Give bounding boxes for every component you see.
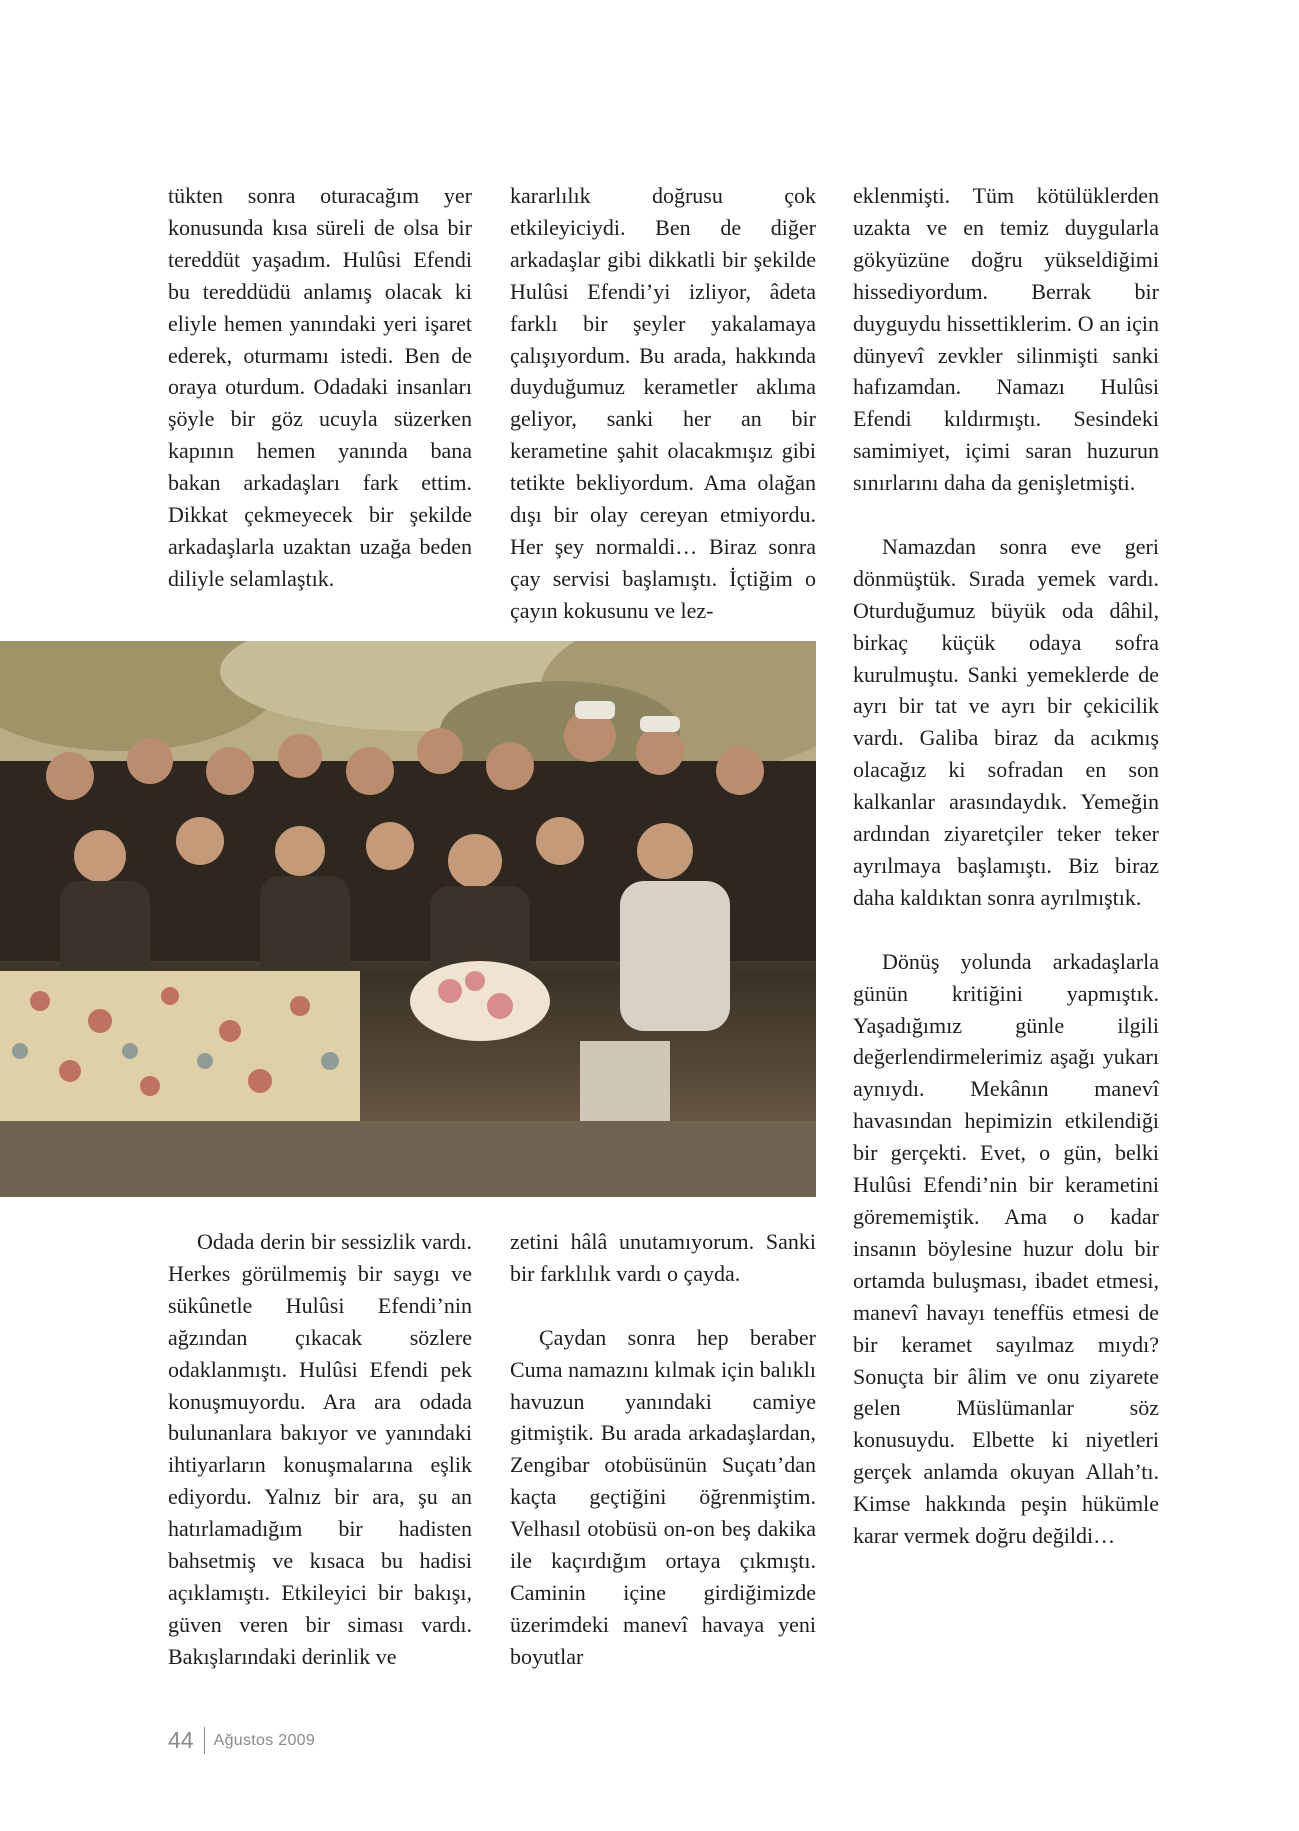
paragraph: Odada derin bir sessizlik vardı. Herkes görülmemiş bir saygı ve sükûnetle Hulûsi Efendi’nin ağzından çıkacak sözlere odaklanmıştı. Hulûsi Efendi pek konuşmuyordu. Ara ara odada bulunanlara bakıyor ve yanındaki ihtiyarların konuşmalarına eşlik ediyordu. Yalnız bir ara, şu an hatırlamadığım bir hadisten bahsetmiş ve kısaca bu hadisi açıklamıştı. Etkileyici bir bakışı, güven veren bir siması vardı. Bakışlarındaki derinlik ve [168, 1229, 472, 1669]
column-1-bottom [168, 1226, 472, 1673]
group-photo [0, 641, 816, 1197]
paragraph: zetini hâlâ unutamıyorum. Sanki bir farklılık vardı o çayda. [510, 1229, 816, 1286]
paragraph: Namazdan sonra eve geri dönmüştük. Sırada yemek vardı. Oturduğumuz büyük oda dâhil, birkaç küçük odaya sofra kurulmuştu. Sanki yemeklerde de ayrı bir tat ve ayrı bir çekicilik vardı. Galiba biraz da acıkmış olacağız ki sofradan en son kalkanlar arasındaydık. Yemeğin ardından ziyaretçiler teker teker ayrılmaya başlamıştı. Biz biraz daha kaldıktan sonra ayrılmıştık. [853, 533, 1159, 910]
paragraph: eklenmişti. Tüm kötülüklerden uzakta ve en temiz duygularla gökyüzüne doğru yükseldiğimi hissediyordum. Berrak bir duyguydu hissettiklerim. O an için dünyevî zevkler silinmişti sanki hafızamdan. Namazı Hulûsi Efendi kıldırmıştı. Sesindeki samimiyet, içimi saran huzurun sınırlarını daha da genişletmişti. [853, 183, 1159, 496]
column-1-top [168, 180, 472, 595]
paragraph: tükten sonra oturacağım yer konusunda kısa süreli de olsa bir tereddüt yaşadım. Hulûsi Efendi bu tereddüdü anlamış olacak ki eliyle hemen yanındaki yeri işaret ederek, oturmamı istedi. Ben de oraya oturdum. Odadaki insanları şöyle bir göz ucuyla süzerken kapının hemen yanında bana bakan arkadaşları fark ettim. Dikkat çekmeyecek bir şekilde arkadaşlarla uzaktan uzağa beden diliyle selamlaştık. [168, 183, 472, 591]
column-2-bottom [510, 1226, 816, 1673]
footer-divider [204, 1727, 205, 1754]
issue-date: Ağustos 2009 [213, 1731, 316, 1749]
page-number: 44 [168, 1727, 194, 1753]
page-footer [168, 1727, 315, 1754]
paragraph: kararlılık doğrusu çok etkileyiciydi. Ben de diğer arkadaşlar gibi dikkatli bir şekilde Hulûsi Efendi’yi izliyor, âdeta farklı bir şeyler yakalamaya çalışıyordum. Bu arada, hakkında duyduğumuz kerametler aklıma geliyor, sanki her an bir kerametine şahit olacakmışız gibi tetikte bekliyordum. Ama olağan dışı bir olay cereyan etmiyordu. Her şey normaldi… Biraz sonra çay servisi başlamıştı. İçtiğim o çayın kokusunu ve lez- [510, 183, 816, 623]
column-2-top [510, 180, 816, 627]
paragraph: Çaydan sonra hep beraber Cuma namazını kılmak için balıklı havuzun yanındaki camiye gitmiştik. Bu arada arkadaşlardan, Zengibar otobüsünün Suçatı’dan kaçta geçtiğini öğrenmiştim. Velhasıl otobüsü on-on beş dakika ile kaçırdığım ortaya çıkmıştı. Caminin içine girdiğimizde üzerimdeki manevî havaya yeni boyutlar [510, 1324, 816, 1669]
column-3 [853, 180, 1159, 1552]
paragraph: Dönüş yolunda arkadaşlarla günün kritiğini yapmıştık. Yaşadığımız günle ilgili değerlendirmelerimiz aşağı yukarı aynıydı. Mekânın manevî havasından hepimizin etkilendiği bir gerçekti. Evet, o gün, belki Hulûsi Efendi’nin bir kerametini görememiştik. Ama o kadar insanın böylesine huzur dolu bir ortamda buluşması, ibadet etmesi, manevî havayı teneffüs etmesi de bir keramet sayılmaz mıydı? Sonuçta bir âlim ve onu ziyarete gelen Müslümanlar söz konusuydu. Elbette ki niyetleri gerçek anlamda okuyan Allah’tı. Kimse hakkında peşin hükümle karar vermek doğru değildi… [853, 948, 1159, 1549]
